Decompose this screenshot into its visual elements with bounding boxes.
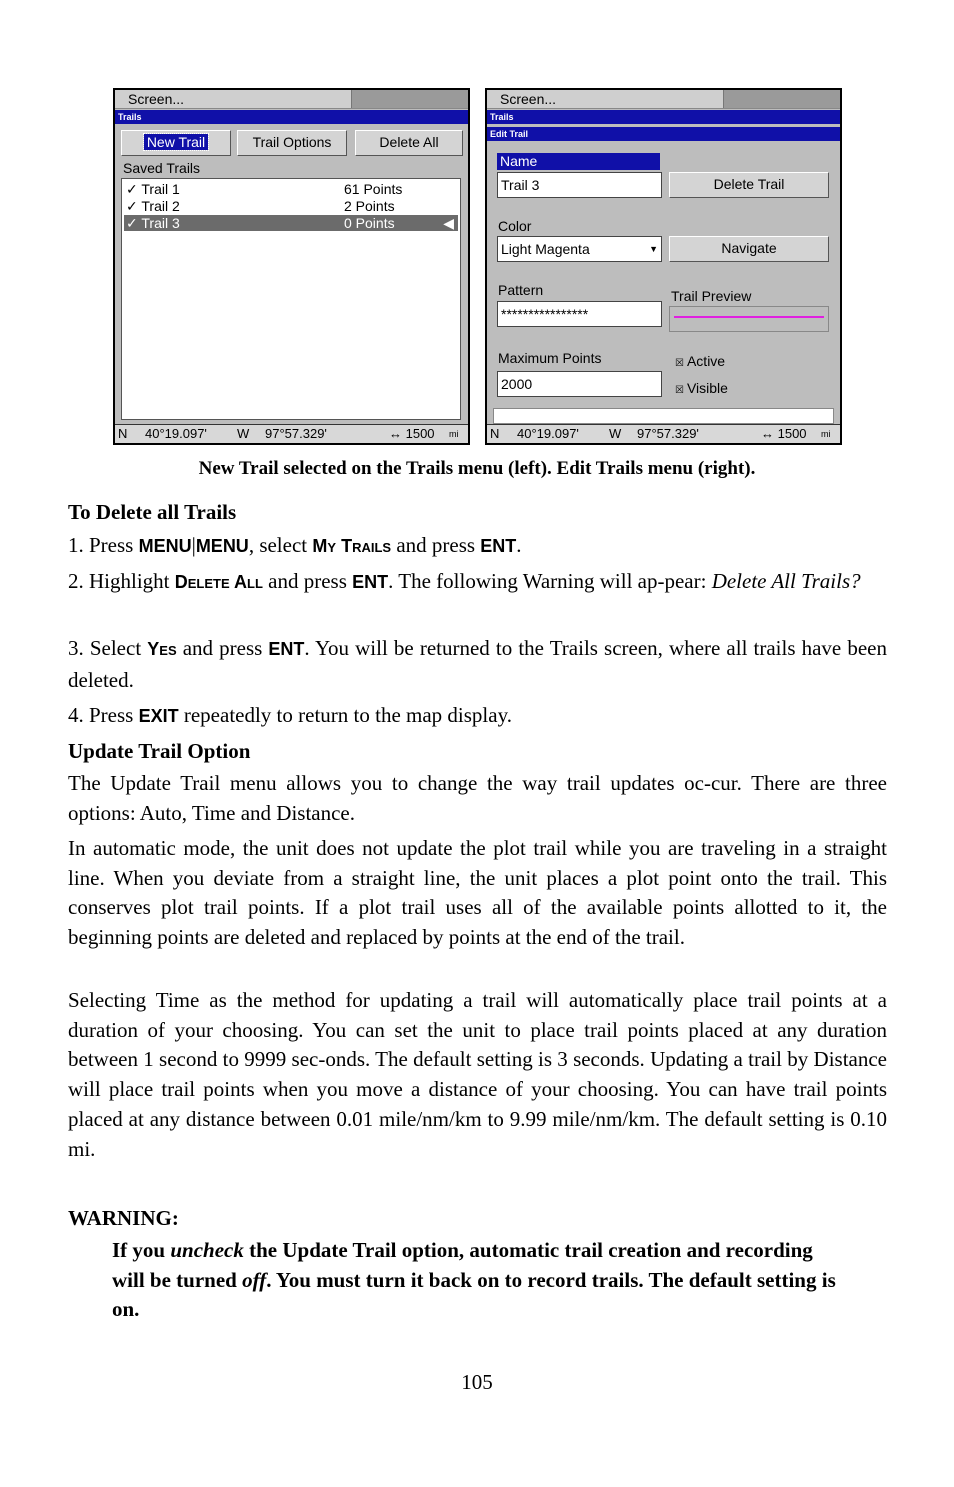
warning-label: WARNING: — [68, 1206, 179, 1230]
trails-screen — [113, 88, 470, 445]
step-1: 1. Press MENU|MENU, select MY TRAILS and press ENT. — [68, 533, 522, 557]
saved-trails-label: Saved Trails — [123, 160, 201, 176]
checkbox-checked-icon: ☒ — [675, 385, 684, 396]
name-field[interactable]: Trail 3 — [497, 172, 662, 198]
list-item[interactable]: ✓ Trail 2 2 Points — [126, 198, 395, 214]
step-4: 4. Press EXIT repeatedly to return to the map display. — [68, 703, 512, 727]
figure-caption: New Trail selected on the Trails menu (left). Edit Trails menu (right). — [198, 458, 756, 479]
update-paragraph-1: The Update Trail menu allows you to change the way trail updates oc-cur. There are three options: Auto, Time and Distance. — [68, 771, 887, 825]
update-paragraph-2: In automatic mode, the unit does not update the plot trail while you are traveling in a straight line. When you deviate from a straight line, the unit places a plot point onto the trail. This conserves plot trail points. If a plot trail uses all of the available points allotted to it, the beginning points are deleted and replaced by points at the end of the trail. — [68, 836, 887, 950]
trail-preview-line — [674, 316, 824, 318]
window-title: Trails — [487, 110, 840, 124]
delete-all-button[interactable]: Delete All — [355, 130, 463, 156]
delete-trail-button[interactable]: Delete Trail — [669, 172, 829, 198]
update-paragraph-3: Selecting Time as the method for updating a trail will automatically place trail points at a duration of your choosing. You can set the unit to place trail points placed at any duration between 1 second to 9999 sec-onds. The default setting is 3 seconds. Updating a trail by Distance will place trail points when you move a distance of your choosing. You can have trail points placed at any distance between 0.01 mile/nm/km to 9.99 mile/nm/km. The default setting is 0.10 mi. — [68, 988, 887, 1161]
step-3: 3. Select YES and press ENT. You will be returned to the Trails screen, where all trails have been deleted. — [68, 636, 887, 692]
status-bar: N 40°19.097' W 97°57.329' ↔ 1500 mi — [487, 424, 840, 443]
color-label: Color — [498, 218, 532, 234]
warning-text: If you uncheck the Update Trail option, automatic trail creation and recording will be turned off. You must turn it back on to record trails. The default setting is on. — [112, 1238, 836, 1322]
trail-preview — [669, 306, 829, 332]
dialog-title: Edit Trail — [487, 127, 840, 141]
delete-heading: To Delete all Trails — [68, 500, 237, 524]
trail-list[interactable] — [121, 178, 461, 420]
active-checkbox[interactable]: ☒ Active — [675, 353, 726, 369]
pattern-field[interactable]: **************** — [497, 301, 662, 327]
name-label: Name — [497, 153, 660, 170]
color-select[interactable]: Light Magenta ▼ — [497, 236, 662, 262]
edit-trail-screen — [485, 88, 842, 445]
list-item[interactable]: ✓ Trail 1 61 Points — [126, 181, 403, 197]
maximum-points-label: Maximum Points — [498, 350, 602, 366]
screenshots — [113, 88, 842, 445]
page-number: 105 — [461, 1370, 493, 1394]
pattern-label: Pattern — [498, 282, 544, 298]
maximum-points-field[interactable]: 2000 — [497, 371, 662, 397]
menu-bar — [487, 90, 840, 109]
window-title: Trails — [115, 110, 468, 124]
screen-menu[interactable]: Screen... — [128, 91, 185, 107]
pointer-arrow-icon: ◀ — [443, 215, 454, 231]
status-bar: N 40°19.097' W 97°57.329' ↔ 1500 mi — [115, 424, 468, 443]
update-heading: Update Trail Option — [68, 739, 251, 763]
screen-menu[interactable]: Screen... — [500, 91, 557, 107]
menu-bar — [115, 90, 468, 109]
trail-options-button[interactable]: Trail Options — [237, 130, 347, 156]
trail-preview-label: Trail Preview — [671, 288, 752, 304]
step-2: 2. Highlight DELETE ALL and press ENT. The following Warning will ap-pear: Delete All Trails? — [68, 569, 861, 593]
list-item[interactable]: ✓ Trail 3 0 Points ◀ — [124, 215, 458, 231]
dropdown-arrow-icon: ▼ — [649, 244, 658, 254]
checkbox-checked-icon: ☒ — [675, 358, 684, 369]
new-trail-button[interactable]: New Trail — [121, 130, 231, 156]
visible-checkbox[interactable]: ☒ Visible — [675, 380, 728, 396]
navigate-button[interactable]: Navigate — [669, 236, 829, 262]
